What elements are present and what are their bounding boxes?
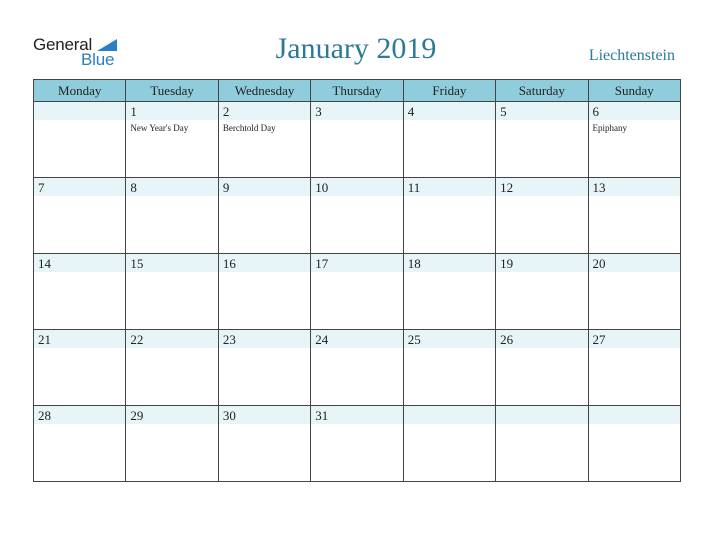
day-cell [403,330,495,406]
day-cell [34,406,126,482]
day-cell [126,406,218,482]
country-label: Liechtenstein [588,47,675,64]
day-number: 17 [315,256,329,271]
day-cell [496,178,588,254]
day-cell [588,254,680,330]
day-cell [311,330,403,406]
day-cell-band [404,406,495,424]
day-cell [34,178,126,254]
weekday-header: Sunday [588,80,680,102]
day-number: 2 [222,104,230,119]
weekday-header: Monday [34,80,126,102]
day-cell [126,330,218,406]
weekday-header: Saturday [496,80,588,102]
day-number: 4 [407,104,415,119]
day-number: 28 [38,408,51,423]
week-row [34,178,681,254]
day-cell [588,178,680,254]
day-cell-band [589,102,680,120]
day-cell [218,330,310,406]
day-number: 31 [315,408,329,423]
day-number: 12 [500,180,514,195]
day-cell [311,406,403,482]
holiday-label: Berchtold Day [222,123,276,133]
day-cell [34,330,126,406]
day-cell [403,254,495,330]
weekday-header-row [34,80,681,102]
day-number: 25 [407,332,421,347]
day-cell [311,102,403,178]
day-cell-band [126,178,217,196]
day-cell [311,178,403,254]
day-cell [496,406,588,482]
day-cell-band [496,102,587,120]
day-cell-band [219,178,310,196]
day-number: 3 [315,104,322,119]
day-cell [403,102,495,178]
day-number: 26 [500,332,514,347]
day-number: 6 [592,104,600,119]
day-cell-band [34,102,125,120]
day-cell [496,254,588,330]
day-number: 8 [130,180,137,195]
day-cell [218,406,310,482]
day-cell [34,254,126,330]
day-number: 29 [130,408,144,423]
logo-text-general: General [33,35,93,54]
day-cell-band [126,102,217,120]
holiday-label: New Year's Day [130,123,189,133]
week-row [34,406,681,482]
weekday-header: Tuesday [126,80,218,102]
day-number: 1 [130,104,137,119]
day-cell [496,102,588,178]
week-row [34,254,681,330]
day-number: 5 [500,104,507,119]
day-cell [496,330,588,406]
day-number: 15 [130,256,144,271]
day-cell [403,178,495,254]
day-number: 27 [592,332,606,347]
weekday-header: Wednesday [218,80,310,102]
day-number: 7 [38,180,45,195]
day-number: 22 [130,332,144,347]
day-number: 11 [407,180,421,195]
week-row [34,330,681,406]
logo-text-blue: Blue [81,50,115,69]
day-cell-band [496,406,587,424]
day-cell [218,102,310,178]
weekday-header: Thursday [311,80,403,102]
day-cell [588,330,680,406]
day-cell [34,102,126,178]
holiday-label: Epiphany [592,123,628,133]
day-cell [588,406,680,482]
day-cell-band [404,102,495,120]
day-number: 21 [38,332,51,347]
day-cell [218,254,310,330]
day-number: 19 [500,256,514,271]
calendar-title: January 2019 [275,32,437,65]
weekday-header: Friday [403,80,495,102]
day-number: 23 [222,332,236,347]
day-cell [126,102,218,178]
day-number: 13 [592,180,606,195]
day-cell [311,254,403,330]
day-cell [218,178,310,254]
day-cell-band [219,102,310,120]
day-cell-band [311,102,402,120]
calendar-grid [33,79,681,482]
day-number: 10 [315,180,329,195]
week-row [34,102,681,178]
day-number: 9 [222,180,230,195]
day-number: 16 [222,256,236,271]
day-cell [588,102,680,178]
day-number: 14 [38,256,51,271]
day-cell [126,178,218,254]
day-cell-band [589,406,680,424]
day-number: 20 [592,256,606,271]
day-number: 30 [222,408,236,423]
day-cell [126,254,218,330]
day-number: 18 [407,256,421,271]
day-cell [403,406,495,482]
day-number: 24 [315,332,329,347]
day-cell-band [34,178,125,196]
